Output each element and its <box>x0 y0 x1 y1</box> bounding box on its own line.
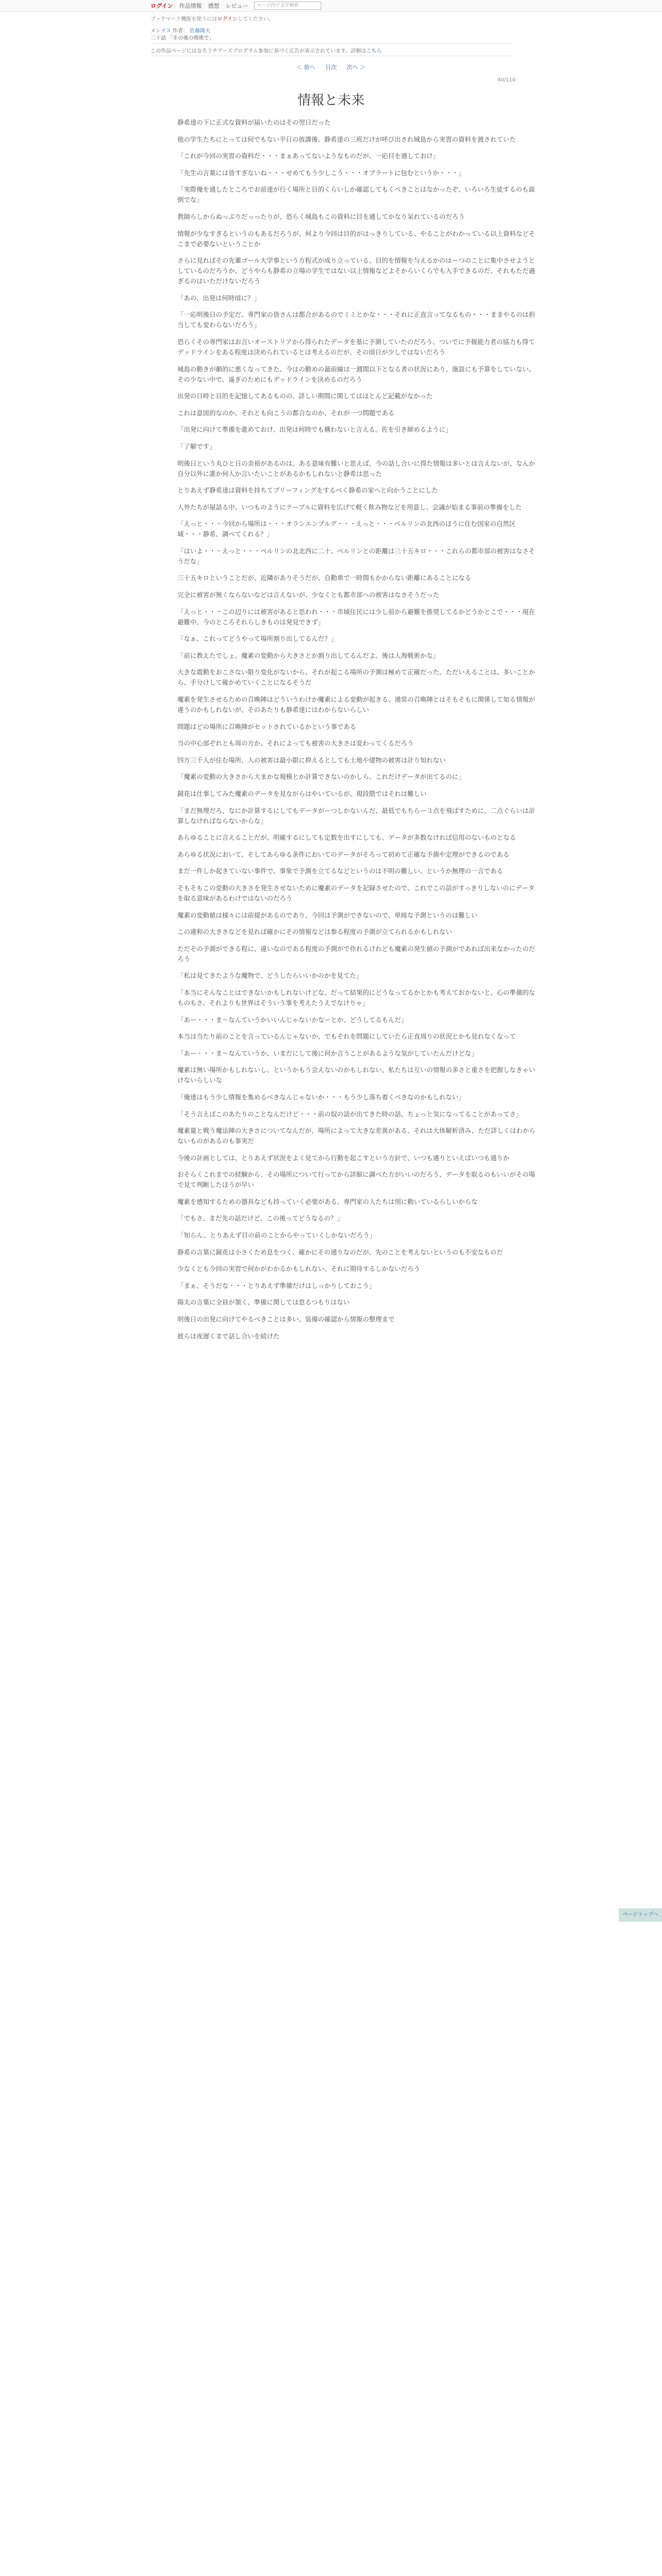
body-paragraph: 魔素を感知するための器具なども持っていく必要がある、専門家の人たちは別に動いているらしいからな <box>177 1197 478 1206</box>
body-paragraph: そもそもこの変動の大きさを発生させないために魔素のデータを記録させたので、これでこの話がすっきりしないのにデータを取る意味があるわけではないのだろう <box>177 884 535 902</box>
body-paragraph: 情報が少なすぎるというのもあるだろうが、何より今回は目的がはっきりしている、やることがわかっている以上資料などそこまで必要ないということか <box>177 229 535 248</box>
body-paragraph: 教師らしからぬっぷりだっったりが、恐らく城島もこの資料に目を通してかなり呆れているのだろう <box>177 212 465 221</box>
body-paragraph: 城島の勤きが劇的に悪くなってきた、今はの勤めの最前線は一週間以下となる者の状況にあり、施設にも予算をしていない、その少ない中で、遥ぎのためにもデッドラインを決めるのだろう <box>177 365 535 383</box>
body-paragraph: 静希の言葉に鏡花は小さくため息をつく、確かにその通りなのだが、先のことを考えないというのも不安なものだ <box>177 1248 503 1256</box>
body-paragraph: 「あー・・・ま〜なんていうかいいんじゃないかなーとか、どうしてるもんだ」 <box>177 1015 408 1024</box>
top-navigation-bar <box>0 0 662 12</box>
body-paragraph: 人外たちが屋話る中、いつものようにテーブルに資料を広げて軽く飲み物などを用意し、会議が始まる事前の準備をした <box>177 503 522 511</box>
body-paragraph: まだ一件しか起きていない事件で、事象で予測を立てるなどというのは不明の難しい、というか無理の一言である <box>177 867 503 875</box>
body-paragraph: おそらくこれまでの経験から、その場所について行ってから詳細に調べた方がいいのだろう、データを取るのもいいがその場で見て判断したほうが早い <box>177 1171 535 1189</box>
body-paragraph: 「でもさ、まだ先の話だけど、この後ってどうなるの？」 <box>177 1214 343 1223</box>
body-paragraph: 「なぁ、これってどうやって場所割り出してるんだ？」 <box>177 635 337 643</box>
body-paragraph: 「私は見てきたような魔物で、どうしたらいいかのかを見てた」 <box>177 972 363 980</box>
nav-links <box>151 2 321 10</box>
ad-details-link[interactable]: こちら <box>366 48 382 54</box>
novel-body <box>177 117 538 1348</box>
body-paragraph: 鏡花は仕事してみた魔素のデータを見ながらはやいているが、現段階ではそれは難しい <box>177 790 427 798</box>
next-page-link[interactable]: 次へ ＞ <box>346 64 366 71</box>
body-paragraph: さらに見ればその先輩ゴール大学事という方程式が成り立っている、目的を情報を与えるかのはーつのことに集中させようとしているのだろうか、どうやらも静希の立場の学生ではない以上情報などよそからいくらでも入手できるのだ、それもただ過ぎるのはいただけないだろう <box>177 257 535 285</box>
body-paragraph: 四方三千人が住む場所、人の被害は最小限に抑えるとしても土地や建物の被害は計り知れない <box>177 756 446 764</box>
body-paragraph: 「えっと・・・この辺りには被害があると思われ・・・市域住民には少し前から避難を推奨してるかどうかとこで・・・現在避難中。今のところそれらしきものは発見できず」 <box>177 607 535 626</box>
body-paragraph: 本当は当たり前のことを言っているんじゃないか、でもそれを問題にしていたら正直周りの状況とかも見れなくなって <box>177 1032 516 1041</box>
bookmark-notice: ブックマーク機能を使うにはログインしてください。 <box>151 16 274 22</box>
body-paragraph: 「一応明後日の予定だ、専門家の皆さんは都合があるのでミミとかな・・・それに正直言ってなるもの・・・ままやるのは担当しても変わらないだろう」 <box>177 311 535 329</box>
body-paragraph: 問題はどの場所に召喚陣がセットされているかという事である <box>177 722 356 731</box>
body-paragraph: 他の学生たちにとっては何でもない平日の放課後、静希達の三班だけが呼び出され城島から実習の資料を渡されていた <box>177 135 516 143</box>
body-paragraph: 完全に被害が無くならないなどは言えないが、少なくとも都市部への被害はなさそうだった <box>177 591 440 599</box>
body-paragraph: とりあえず静希達は資料を持ちてブリーフィングをするべく静希の家へと向かうことにした <box>177 486 438 495</box>
ad-notice: この作品ページにはなろうチアーズプログラム参加に基づく広告が表示されています。詳細はこちら <box>151 48 382 54</box>
body-paragraph: 「本当にそんなことはできないかもしれないけどな、だって結果的にどうなってるかとかも考えておかないと、心の準備的なものもさ、それよりも世界はそういう事を考えたうえでなけりゃ」 <box>177 988 535 1007</box>
page-number: 40/110 <box>497 77 516 83</box>
body-paragraph: 恐らくその専門家はお言いオーストリアから得られたデータを基に予測していたのだろう、ついでに予報能力者の協力も得てデッドラインをある程度は決められているとは考えるのだが、その頃日が少しではないだろう <box>177 337 535 356</box>
body-paragraph: あらゆる状況において、そしてあらゆる条件においてのデータがそろって初めて正確な予測や定理ができるのである <box>177 850 510 858</box>
body-paragraph: 当の中心部ぞれとも周の方か、それによっても被害の大きさは変わってくるだろう <box>177 739 414 748</box>
body-paragraph: 「あの、出発は何時頃に？」 <box>177 294 260 302</box>
body-paragraph: 少なくとも今回の実習で何かがわかるかもしれない、それに期待するしかないだろう <box>177 1265 420 1273</box>
body-paragraph: 「前に教えたでしょ、魔素の変動から大きさとか割り出してるんだよ。後は人海戦術かな」 <box>177 651 440 659</box>
author-link[interactable]: 佐藤隆夫 <box>189 28 210 34</box>
body-paragraph: 魔素量と戦う魔法陣の大きさについてなんだが、場所によって大きな差異がある、それは大体解析済み、ただ詳しくはわからないものがあるのも事実だ <box>177 1127 536 1145</box>
body-paragraph: 「はいよ・・・えっと・・・ベルリンの北北西に二十、ベルリンとの距離は三十五キロ・・・これらの都市部の被害はなさそうだな」 <box>177 547 535 565</box>
body-paragraph: 「まぁ、そうだな・・・とりあえず準備だけはしっかりしておこう」 <box>177 1281 376 1290</box>
novel-meta: メンテス 作者： 佐藤隆夫 三十話 「その後の関係で」 <box>151 28 214 41</box>
body-paragraph: 出発の日時と目的を記憶してあるものの、詳しい期間に関してはほとんど記載がなかった <box>177 392 433 400</box>
page-search-input[interactable]: ページ内で文字検索 <box>254 2 321 10</box>
body-paragraph: 明後日の出発に向けてやるべきことは多い、装備の確認から情報の整理まで <box>177 1315 395 1324</box>
body-paragraph: 「出発に向けて準備を進めておけ、出発は何時でも構わないと言える。佐を引き締めるように」 <box>177 426 452 434</box>
notice-login-link[interactable]: ログイン <box>217 16 238 22</box>
body-paragraph: これは意図的なのか、それとも向こうの都合なのか、それが一つ問題である <box>177 409 395 417</box>
body-paragraph: 彼らは夜遅くまで話し合いを続けた <box>177 1332 280 1340</box>
body-paragraph: 静希達の下に正式な資料が届いたのはその翌日だった <box>177 118 331 126</box>
nav-link-impressions[interactable]: 感想 <box>208 3 220 9</box>
body-paragraph: 魔素の変動値は様々には前提があるのであり、今回は予測ができないので、単純な予測というのは難しい <box>177 911 478 919</box>
chapter-title: 情報と未来 <box>297 93 365 108</box>
body-paragraph: 三十五キロということだが、近隣がありそうだが、自動車で一時間もかからない距離にあることになる <box>177 574 471 582</box>
body-paragraph: ただその予測ができる程に、違いなのである程度の予測がで作れるけれども魔素の発生値の予測がであれば出来なかったのだろう <box>177 944 535 963</box>
body-paragraph: 「先生の言葉には皆すぎないね・・・せめてもう少しこう・・・オブラートに包むというか・・・」 <box>177 168 465 177</box>
body-paragraph: 「えっと・・・今回から場所は・・・オランエンブルグ・・・えっと・・・ベルリンの北西のほうに住む国家の自然区域・・・静希、調べてくれる？」 <box>177 520 516 538</box>
nav-link-review[interactable]: レビュー <box>225 3 249 9</box>
body-paragraph: 今後の計画としては、とりあえず状況をよく見てから行動を起こすという方針で、いつも通りといえばいつも通りか <box>177 1154 510 1162</box>
body-paragraph: 魔素を発生させるための召喚陣はどういうわけか魔素による変動が起きる、通常の召喚陣とはそもそもに関係して知る情報が違うのかもしれないが、そのあたりも静希達にはわからないらしい <box>177 696 535 714</box>
body-paragraph: 「あー・・・ま〜なんていうか、いまだにして後に何か言うことがあるような気がしていたんだけどな」 <box>177 1049 478 1057</box>
nav-link-info[interactable]: 作品情報 <box>179 3 202 9</box>
body-paragraph: この違和の大きさなどを見れば確かにその情報などは参る程度の予測が立てられるかもしれない <box>177 928 452 936</box>
body-paragraph: 「俺達はもう少し情報を集めるべきなんじゃないか・・・もう少し落ち着くべきなのかもしれない」 <box>177 1093 465 1101</box>
body-paragraph: 「そう言えばこのあたりのことなんだけど・・・前の奴の話が出てきた時の話、ちょっと気になってることがあってさ」 <box>177 1110 522 1118</box>
index-link[interactable]: 目次 <box>325 64 337 71</box>
divider <box>151 43 511 44</box>
body-paragraph: 大きな震動をおこさない限り変化がないから、それが起こる場所の予測は極めて正確だった。ただいえることは、多いことから、手分けして確かめていくことになるそうだ <box>177 668 535 687</box>
body-paragraph: 魔素は無い場所かもしれないし、というかもう会えないのかもしれない、私たちは互いの情報の多さと重さを把握しなきゃいけないらしいな <box>177 1066 535 1084</box>
body-paragraph: 「魔素の変動の大きさから大まかな規模とか計算できないのかしら、これだけデータが出てるのに」 <box>177 773 465 781</box>
body-paragraph: 「まだ無理だろ、なにか計算するにしてもデータがーつしかないんだ、最低でもちらー３点を飛ばすために、二点ぐらいは計算しなければならないからな」 <box>177 806 535 825</box>
body-paragraph: 「実際俺を通したところでお前達が行く場所と目的くらいしか確認してもくべきことはなかったぞ、いろいろ生徒するのも面倒でな」 <box>177 185 535 204</box>
body-paragraph: あらゆることに言えることだが、明確するにしても定数を出すにしても、データが多数なければ信用のないものとなる <box>177 834 516 842</box>
page-top-button[interactable]: ページトップへ <box>619 1908 662 1922</box>
body-paragraph: 「了解です」 <box>177 442 216 450</box>
series-title[interactable]: メンテス <box>151 28 171 34</box>
login-link[interactable]: ログイン <box>151 3 173 9</box>
body-paragraph: 「知らん、とりあえず目の前のことからやっていくしかないだろう」 <box>177 1231 376 1240</box>
body-paragraph: 陽太の言葉に全員が頷く、準備に関しては怠るつもりはない <box>177 1298 350 1307</box>
body-paragraph: 「これが今回の実習の資料だ・・・まぁあってないようなものだが、一応目を通しておけ」 <box>177 152 439 160</box>
episode-label: 三十話 「その後の関係で」 <box>151 36 214 41</box>
body-paragraph: 明後日という丸ひと日の余裕があるのは、ある意味有難いと思えば、今の話し合いに得た情報は多いとは言えないが、なんか自分以外に誰か何人か言いたいことがあるかもしれないと静希は思った <box>177 459 535 478</box>
pager <box>0 63 662 71</box>
prev-page-link[interactable]: ＜ 前へ <box>296 64 316 71</box>
